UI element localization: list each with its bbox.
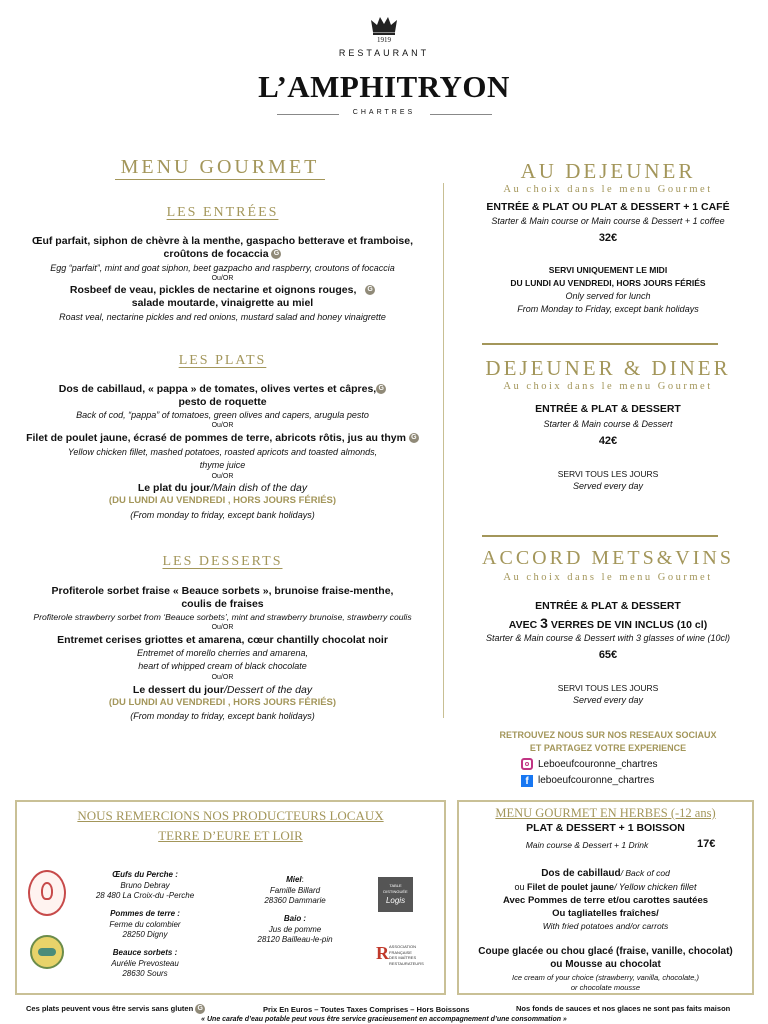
herbes-line-3: Avec Pommes de terre et/ou carottes sautées [502,895,709,906]
miel-producer: Miel: Famille Billard 28360 Dammarie [264,875,326,905]
accord-formula-en: Starter & Main course & Dessert with 3 glasses of wine (10cl) [485,633,731,643]
plat-1-english: Back of cod, “pappa” of tomatoes, green olives and capers, arugula pesto [76,410,369,420]
entree-2-english: Roast veal, nectarine pickles and red onions, mustard salad and honey vinaigrette [59,312,386,322]
herbes-line-9: or chocolate mousse [570,983,641,992]
dejeuner-diner-title: DEJEUNER & DINER [485,356,731,380]
restaurant-name: L’AMPHITRYON [258,69,510,104]
au-dejeuner-title: AU DEJEUNER [520,159,696,183]
herbes-line-4: Ou tagliatelles fraîches/ [552,908,659,919]
footer-carafe-note: « Une carafe d’eau potable peut vous être service gracieusement en accompagnement d’une consommation » [201,1016,567,1023]
accord-note: SERVI TOUS LES JOURS [557,683,659,693]
herbes-line-1: Dos de cabillaud/ Back of cod [541,868,670,879]
entree-2-line1: Rosbeef de veau, pickles de nectarine et oignons rouges, G [0,284,445,297]
city-divider-right [430,114,492,115]
entree-or: Ou/OR [211,275,234,282]
pommes-producer: Pommes de terre : Ferme du colombier 28250 Digny [109,909,181,939]
menu-herbes-price: 17€ [697,838,716,850]
accord-formula-2: AVEC 3 VERRES DE VIN INCLUS (10 cl) [508,615,708,631]
dessert-du-jour-days-en: (From monday to friday, except bank holidays) [130,711,315,721]
plat-du-jour: Le plat du jour/Main dish of the day [137,482,308,494]
au-dejeuner-subtitle: Au choix dans le menu Gourmet [503,184,713,195]
footer-prices-note: Prix En Euros – Toutes Taxes Comprises – Hors Boissons [263,1005,470,1014]
plat-du-jour-days: (DU LUNDI AU VENDREDI , HORS JOURS FÉRIÉS) [108,495,337,506]
dessert-or-1: Ou/OR [211,624,234,631]
accord-note-en: Served every day [572,695,644,705]
gluten-free-icon: G [271,249,281,259]
dejeuner-diner-subtitle: Au choix dans le menu Gourmet [503,381,713,392]
facebook-icon[interactable]: f [521,775,533,787]
maitres-restaurateurs-text: ASSOCIATION FRANÇAISE DES MAÎTRES RESTAURATEURS [389,944,424,966]
instagram-handle[interactable]: Leboeufcouronne_chartres [538,759,658,770]
accord-subtitle: Au choix dans le menu Gourmet [503,572,713,583]
menu-herbes-formula-en: Main course & Dessert + 1 Drink [525,840,649,850]
dessert-du-jour: Le dessert du jour/Dessert of the day [132,684,313,696]
herbes-line-8: Ice cream of your choice (strawberry, vanilla, chocolate,) [511,973,700,982]
social-line-2: ET PARTAGEZ VOTRE EXPERIENCE [529,743,687,753]
gluten-free-icon: G [409,433,419,443]
producers-title-1: NOUS REMERCIONS NOS PRODUCTEURS LOCAUX [77,808,384,823]
dessert-2-english-2: heart of whipped cream of black chocolate [138,661,307,671]
footer-gluten-note: Ces plats peuvent vous être servis sans gluten G [26,1004,205,1014]
au-dejeuner-formula-en: Starter & Main course or Main course & Dessert + 1 coffee [491,216,725,226]
accord-title: ACCORD METS&VINS [482,547,734,569]
dejeuner-diner-rule [482,343,718,345]
herbes-line-2: ou Filet de poulet jaune/ Yellow chicken fillet [514,882,697,892]
au-dejeuner-note-en-1: Only served for lunch [565,291,651,301]
herbes-line-5: With fried potatoes and/or carrots [542,921,669,931]
social-line-1: RETROUVEZ NOUS SUR NOS RESEAUX SOCIAUX [499,730,717,740]
menu-herbes-formula: PLAT & DESSERT + 1 BOISSON [526,822,685,834]
dessert-or-2: Ou/OR [211,674,234,681]
producers-title-2: TERRE D’EURE ET LOIR [158,828,303,843]
oeufs-producer-logo [28,870,66,916]
plat-or-2: Ou/OR [211,473,234,480]
founding-year: 1919 [377,36,391,44]
crown-logo-icon [369,14,399,36]
city-name: CHARTRES [352,109,416,116]
beauce-sorbets-logo [30,935,64,969]
desserts-title: LES DESSERTS [162,554,283,569]
au-dejeuner-price: 32€ [598,232,618,244]
dejeuner-diner-formula: ENTRÉE & PLAT & DESSERT [535,403,681,415]
beauce-producer: Beauce sorbets : Aurélie Prevosteau 28630 Sours [111,948,179,978]
instagram-icon[interactable] [521,758,533,770]
entrees-title: LES ENTRÉES [166,205,279,220]
plat-2-english-1: Yellow chicken fillet, mashed potatoes, roasted apricots and toasted almonds, [67,447,378,457]
au-dejeuner-formula: ENTRÉE & PLAT OU PLAT & DESSERT + 1 CAFÉ [486,201,730,213]
facebook-handle[interactable]: leboeufcouronne_chartres [538,775,655,786]
plats-title: LES PLATS [178,353,267,368]
au-dejeuner-note-2: DU LUNDI AU VENDREDI, HORS JOURS FÉRIÉS [510,278,706,288]
dessert-1-english: Profiterole strawberry sorbet from ‘Beauce sorbets’, mint and strawberry brunoise, strawberry coulis [33,612,412,622]
baio-producer: Baio : Jus de pomme 28120 Bailleau-le-pin [257,914,333,944]
plat-du-jour-days-en: (From monday to friday, except bank holidays) [130,510,315,520]
plat-2-english-2: thyme juice [199,460,246,470]
dessert-2-english-1: Entremet of morello cherries and amarena, [136,648,309,658]
entree-2-line2: salade moutarde, vinaigrette au miel [131,297,314,309]
menu-gourmet-title: MENU GOURMET [120,156,320,178]
oeufs-producer: Œufs du Perche : Bruno Debray 28 480 La Croix-du -Perche [95,870,195,900]
entree-1-line1: Œuf parfait, siphon de chèvre à la menthe, gaspacho betterave et framboise, [31,235,414,247]
accord-price: 65€ [598,649,618,661]
menu-herbes-title: MENU GOURMET EN HERBES (-12 ans) [495,806,716,820]
plat-2-line1: Filet de poulet jaune, écrasé de pommes de terre, abricots rôtis, jus au thym G [0,432,445,445]
dejeuner-diner-note-en: Served every day [572,481,644,491]
gluten-free-icon: G [365,285,375,295]
maitres-restaurateurs-logo-icon: R [376,943,389,963]
dessert-du-jour-days: (DU LUNDI AU VENDREDI , HORS JOURS FÉRIÉS) [108,697,337,708]
gluten-free-icon: G [195,1004,205,1014]
accord-rule [482,535,718,537]
plat-1-line1: Dos de cabillaud, « pappa » de tomates, olives vertes et câpres, G [0,383,445,396]
dessert-1-line1: Profiterole sorbet fraise « Beauce sorbets », brunoise fraise-menthe, [51,585,394,597]
entree-1-english: Egg “parfait”, mint and goat siphon, beet gazpacho and raspberry, croutons of focaccia [50,263,395,273]
herbes-line-6: Coupe glacée ou chou glacé (fraise, vanille, chocolat) [478,946,733,957]
dejeuner-diner-price: 42€ [598,435,618,447]
dessert-1-line2: coulis de fraises [181,598,264,610]
herbes-line-7: ou Mousse au chocolat [550,959,661,970]
dessert-2-line1: Entremet cerises griottes et amarena, cœur chantilly chocolat noir [57,634,388,646]
dejeuner-diner-formula-en: Starter & Main course & Dessert [543,419,673,429]
accord-formula: ENTRÉE & PLAT & DESSERT [535,600,681,612]
plat-or-1: Ou/OR [211,422,234,429]
plat-1-line2: pesto de roquette [178,396,267,408]
au-dejeuner-note-1: SERVI UNIQUEMENT LE MIDI [548,265,668,275]
dejeuner-diner-note: SERVI TOUS LES JOURS [557,469,659,479]
au-dejeuner-note-en-2: From Monday to Friday, except bank holidays [517,304,699,314]
restaurant-label: RESTAURANT [338,48,430,58]
entree-1-line2: croûtons de focaccia G [0,248,445,261]
column-divider [443,183,444,718]
gluten-free-icon: G [376,384,386,394]
table-distinguee-logis-badge: TABLE DISTINGUÉE Logis [378,877,413,912]
menu-gourmet-underline [115,179,325,180]
footer-fonds-note: Nos fonds de sauces et nos glaces ne sont pas faits maison [516,1004,731,1013]
